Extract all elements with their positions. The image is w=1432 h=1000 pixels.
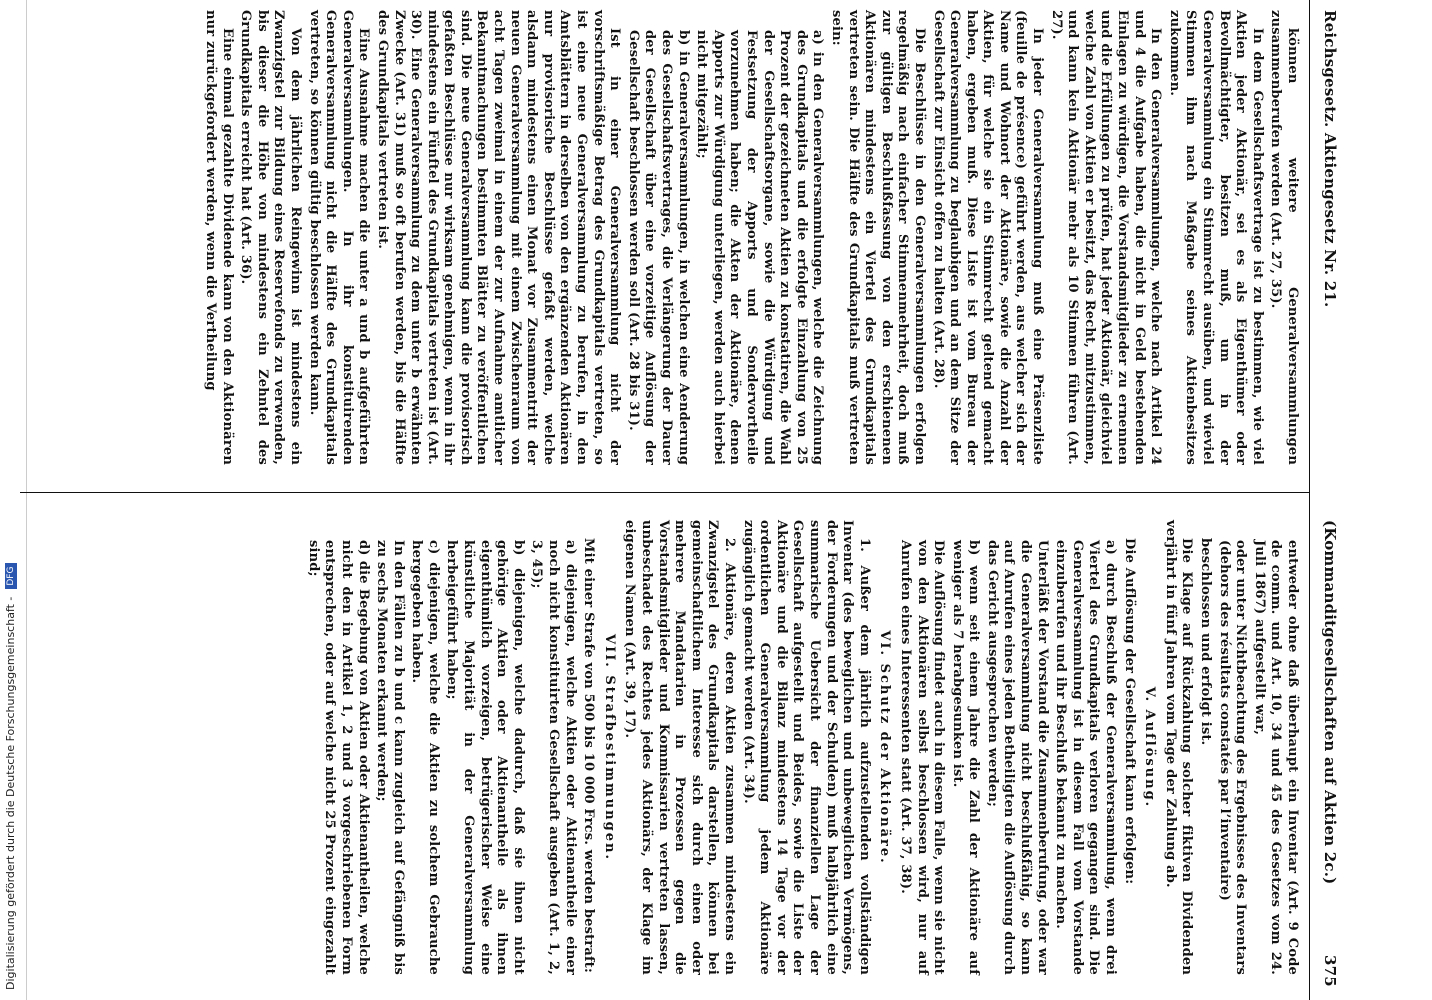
paragraph: a) in den Generalversammlungen, welche die Zeichnung des Grundkapitals und die erfolgte Einzahlung von 25 Prozent der gezeichneten Aktien zu konstatiren, die Wahl der Gesellschaftsorgane, sowie die Würdigung und Festsetzung der Apports und Sondervortheile vorzunehmen haben; die Akten der Aktionäre, denen Apports zur Würdigung unterliegen, werden auch hierbei nicht mitgezählt; <box>694 30 826 465</box>
section-heading: VI. Schutz der Aktionäre. <box>877 630 893 865</box>
paragraph: Ist in einer Generalversammlung nicht der vorschriftsmäßige Betrag des Grundkapitals vertreten, so ist eine neue Generalversammlung zu berufen, in den Amtsblättern in derselben von den ergänzenden Aktionären nur provisorische Beschlüsse gefaßt werden, welche alsdann mindestens einen Monat vor Zusammentritt der neuen Generalversammlung mit einem Zwischenraum von acht Tagen zweimal in einem der zur Aufnahme amtlicher Bekanntmachungen bestimmten Blätter zu veröffentlichen sind. Die neue Generalversammlung kann die provisorisch gefaßten Beschlüsse nur wirksam genehmigen, wenn in ihr mindestens ein Fünftel des Grundkapitals vertreten ist (Art. 30). Eine Generalversammlung zu dem unter b erwähnten Zwecke (Art. 31) muß so oft berufen werden, bis die Hälfte des Grundkapitals vertreten ist. <box>374 10 623 465</box>
paragraph: Die Auflösung der Gesellschaft kann erfolgen: <box>1121 538 1137 885</box>
header-center: (Kommanditgesellschaften auf Aktien 2c.) <box>1321 520 1339 885</box>
section-heading: VII. Strafbestimmungen. <box>601 634 617 861</box>
page-number: 375 <box>1321 955 1339 987</box>
page-header <box>1318 0 1340 1000</box>
paragraph: c) diejenigen, welche die Aktien zu solchem Gebrauche hergegeben haben. <box>409 540 441 975</box>
column-divider <box>20 492 1310 493</box>
paragraph: Die Beschlüsse in den Generalversammlungen erfolgen regelmäßig nach einfacher Stimmenmehrheit, doch muß zur gültigen Beschlußfassung von den erschienenen Aktionären mindestens ein Viertel des Grundkapitals vertreten sein. Die Hälfte des Grundkapitals muß vertreten sein: <box>828 10 927 465</box>
paragraph: Die Auflösung findet auch in diesem Falle, wenn sie nicht von den Aktionären selbst beschlossen wird, nur auf Anrufen eines Interessenten statt (Art. 37, 38). <box>897 540 947 975</box>
section-heading: V. Auflösung. <box>1142 686 1158 809</box>
paragraph: In dem Gesellschaftsvertrage ist zu bestimmen, wie viel Aktien jeder Aktionär, sei es als Eigenthümer oder Bevollmächtigter, besitzen muß, um in der Generalversammlung ein Stimmrecht ausüben, und wieviel Stimmen ihm nach Maßgabe seines Aktienbesitzes zukommen. <box>1166 10 1265 465</box>
header-left: Reichsgesetz. Aktiengesetz Nr. 21. <box>1321 10 1339 308</box>
dfg-logo-icon: DFG <box>5 563 17 589</box>
left-column <box>199 10 1300 465</box>
paragraph: oder unter Nichtbeachtung des Ergebnisses des Inventars (dehors des résultats constatés par l’inventaire) <box>1216 540 1249 975</box>
paragraph: a) diejenigen, welche Aktien oder Aktienantheile einer noch nicht konstituirten Gesellschaft ausgeben (Art. 1, 2, 3, 45); <box>529 540 578 975</box>
paragraph: b) wenn seit einem Jahre die Zahl der Aktionäre auf weniger als 7 herabgesunken ist. <box>949 540 982 975</box>
paragraph: Von dem jährlichen Reingewinn ist mindestens ein Zwanzigstel zur Bildung eines Reservefonds zu verwenden, bis dieser die Höhe von mindestens ein Zehntel des Grundkapitals erreicht hat (Art. 36). <box>238 10 303 465</box>
paragraph: Die Klage auf Rückzahlung solcher fiktiven Dividenden verjährt in fünf Jahren vom Tage der Zahlung ab. <box>1162 520 1195 975</box>
paragraph: a) durch Beschluß der Generalversammlung, wenn drei Viertel des Grundkapitals verloren gegangen sind. Die Generalversammlung ist in diesem Fall vom Vorstande einzuberufen und ihr Beschluß bekannt zu machen. <box>1053 540 1119 975</box>
paragraph: Eine Ausnahme machen die unter a und b aufgeführten Generalversammlungen. In ihr konstituirenden Generalversammlung nicht die Hälfte des Grundkapitals vertreten, so können gültig beschlossen werden kann. <box>306 10 372 465</box>
right-column <box>302 520 1300 975</box>
paragraph: entweder ohne daß überhaupt ein Inventar (Art. 9 Code de comm. und Art. 10, 34 und 45 des Gesetzes vom 24. Juli 1867) aufgestellt war, <box>1251 540 1300 975</box>
paragraph: 1. Außer dem jährlich aufzustellenden vollständigen Inventar (des beweglichen und unbeweglichen Vermögens, der Forderungen und der Schulden) muß halbjährlich eine summarische Uebersicht der finanziellen Lage der Gesellschaft aufgestellt und Beides, sowie die Liste der Aktionäre und die Bilanz mindestens 14 Tage vor der ordentlichen Generalversammlung jedem Aktionäre zugänglich gemacht werden (Art. 34). <box>740 520 872 975</box>
paragraph: In den Generalversammlungen, welche nach Artikel 24 und 4 die Aufgabe haben, die nicht in Geld bestehenden Einlagen zu würdigen, die Vorstandsmitglieder zu ernennen und die Erfüllungen zu prüfen, hat jeder Aktionär, gleichviel welche Zahl von Aktien er besitzt, das Recht, mitzustimmen, und kann kein Aktionär mehr als 10 Stimmen führen (Art. 27). <box>1048 10 1164 465</box>
paragraph: b) diejenigen, welche dadurch, daß sie ihnen nicht gehörige Aktien oder Aktienantheile als ihnen eigenthümlich vorzeigen, betrügerischer Weise eine künstliche Majorität in der Generalversammlung herbeigeführt haben; <box>444 540 526 975</box>
paragraph: b) in Generalversammlungen, in welchen eine Aenderung des Gesellschaftsvertrages, die Verlängerung der Dauer der Gesellschaft über eine vorzeitige Auflösung der Gesellschaft beschlossen werden soll (Art. 28 bis 31). <box>625 30 691 465</box>
paragraph: können weitere Generalversammlungen zusammenberufen werden (Art. 27, 35). <box>1268 10 1300 465</box>
funding-text: Digitalisierung gefördert durch die Deutsche Forschungsgemeinschaft - <box>4 596 17 990</box>
paragraph: beschlossen und erfolgt ist. <box>1198 538 1214 746</box>
paragraph: In den Fällen zu b und c kann zugleich auf Gefängniß bis zu sechs Monaten erkannt werden; <box>374 540 406 975</box>
paragraph: In jeder Generalversammlung muß eine Präsenzliste (feuille de présence) geführt werden, aus welcher sich der Name und Wohnort der Aktionäre, sowie die Anzahl der Aktien, für welche sie ein Stimmrecht geltend gemacht haben, ergeben muß. Diese Liste ist vom Bureau der Generalversammlung zu beglaubigen und an dem Sitze der Gesellschaft zur Einsicht offen zu halten (Art. 28). <box>930 10 1046 465</box>
paragraph: d) die Begebung von Aktien oder Aktienantheilen, welche nicht den in Artikel 1, 2 und 3 vorgeschriebenen Form entsprechen, oder auf welche nicht 25 Prozent eingezahlt sind; <box>305 540 371 975</box>
paragraph: Unterläßt der Vorstand die Zusammenberufung, oder war die Generalversammlung nicht beschlußfähig, so kann auf Anrufen eines jeden Betheiligten die Auflösung durch das Gericht ausgesprochen werden; <box>984 540 1050 975</box>
paragraph: 2. Aktionäre, deren Aktien zusammen mindestens ein Zwanzigstel des Grundkapitals darstellen, können bei gemeinschaftlichem Interesse sich durch einen oder mehrere Mandatarien in Prozessen gegen die Vorstandsmitglieder und Kommissarien vertreten lassen, unbeschadet des Rechtes jedes Aktionärs, der Klage im eigenen Namen (Art. 39, 17). <box>622 520 737 975</box>
paragraph: Mit einer Strafe von 500 bis 10 000 Frcs. werden bestraft: <box>581 538 597 973</box>
header-rule <box>1309 0 1310 1000</box>
paragraph: Eine einmal gezahlte Dividende kann von den Aktionären nur zurückgefordert werden, wenn die Vertheilung <box>203 10 235 465</box>
